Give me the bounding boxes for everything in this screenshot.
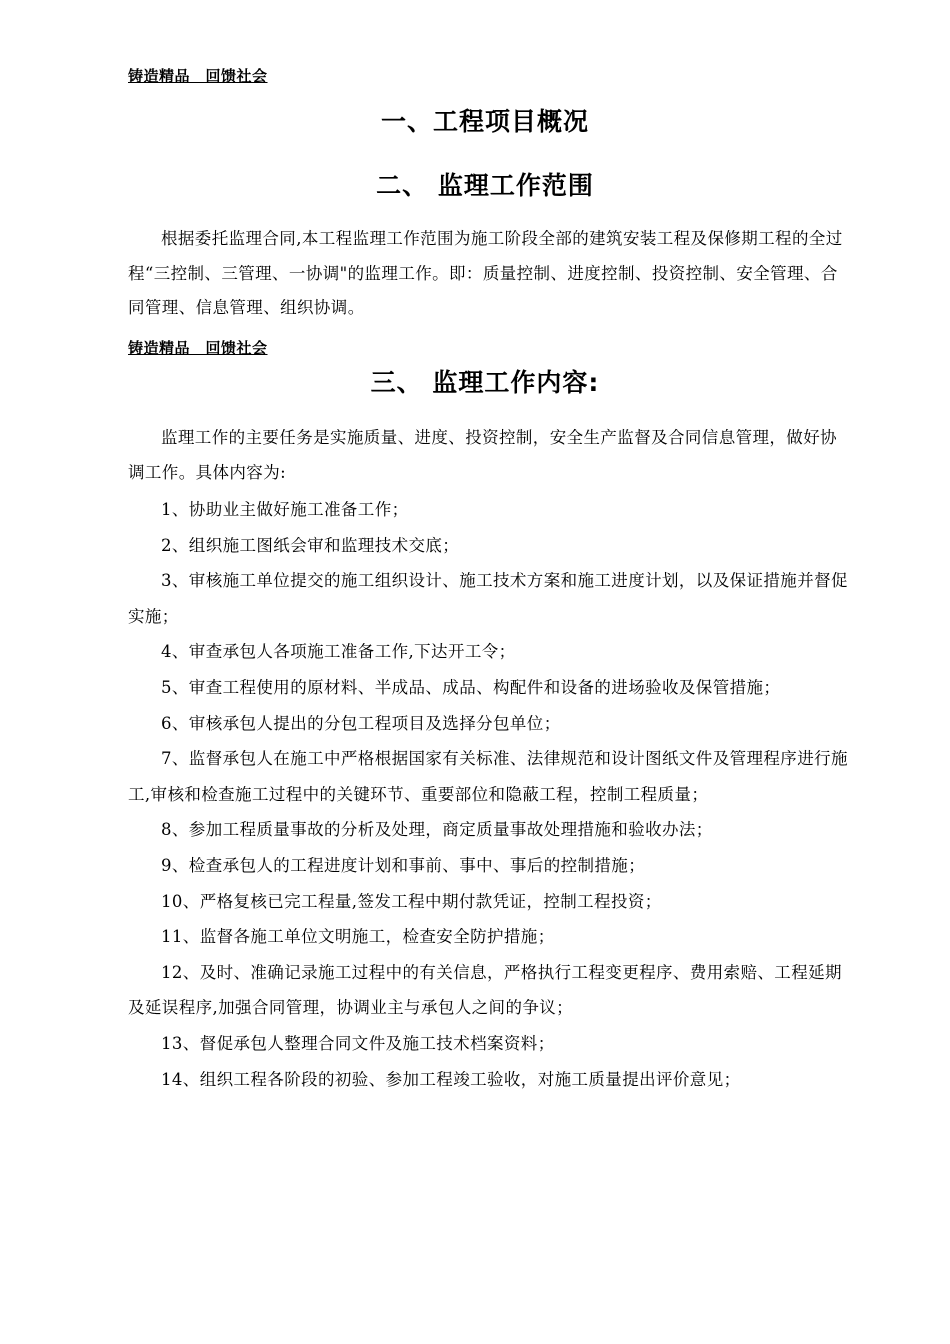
list-item: 8、参加工程质量事故的分析及处理，商定质量事故处理措施和验收办法； [161,820,713,840]
list-item: 2、组织施工图纸会审和监理技术交底； [161,535,460,555]
list-item: 7、监督承包人在施工中严格根据国家有关标准、法律规范和设计图纸文件及管理程序进行施工,审核和检查施工过程中的关键环节、重要部位和隐蔽工程，控制工程质量； [128,749,848,804]
list-item: 10、严格复核已完工程量,签发工程中期付款凭证，控制工程投资； [161,891,662,911]
list-item: 14、组织工程各阶段的初验、参加工程竣工验收，对施工质量提出评价意见； [161,1069,741,1089]
heading-work-scope: 二、 监理工作范围 [376,171,594,200]
scope-paragraph-block [128,222,848,326]
content-intro-block [128,421,848,490]
list-item: 1、协助业主做好施工准备工作； [161,500,409,519]
list-item: 4、审查承包人各项施工准备工作,下达开工令； [161,642,516,662]
work-content-list [128,492,848,1097]
header-tagline: 铸造精品 回馈社会 [128,67,268,85]
list-item: 11、监督各施工单位文明施工，检查安全防护措施； [161,927,555,947]
list-item: 13、督促承包人整理合同文件及施工技术档案资料； [161,1033,555,1053]
heading-project-overview: 一、工程项目概况 [380,107,589,136]
mid-tagline: 铸造精品 回馈社会 [128,339,268,357]
list-item: 3、审核施工单位提交的施工组织设计、施工技术方案和施工进度计划，以及保证措施并督促实施； [128,571,848,626]
content-intro: 监理工作的主要任务是实施质量、进度、投资控制，安全生产监督及合同信息管理，做好协调工作。具体内容为: [128,428,837,482]
heading-work-content: 三、 监理工作内容: [370,368,600,397]
list-item: 5、审查工程使用的原材料、半成品、成品、构配件和设备的进场验收及保管措施； [161,677,781,697]
list-item: 6、审核承包人提出的分包工程项目及选择分包单位； [161,713,561,733]
list-item: 9、检查承包人的工程进度计划和事前、事中、事后的控制措施； [161,855,646,875]
list-item: 12、及时、准确记录施工过程中的有关信息，严格执行工程变更程序、费用索赔、工程延期及延误程序,加强合同管理，协调业主与承包人之间的争议； [128,962,842,1018]
scope-paragraph: 根据委托监理合同,本工程监理工作范围为施工阶段全部的建筑安装工程及保修期工程的全过程“三控制、三管理、一协调"的监理工作。即：质量控制、进度控制、投资控制、安全管理、合同管理、信息管理、组织协调。 [128,229,843,317]
